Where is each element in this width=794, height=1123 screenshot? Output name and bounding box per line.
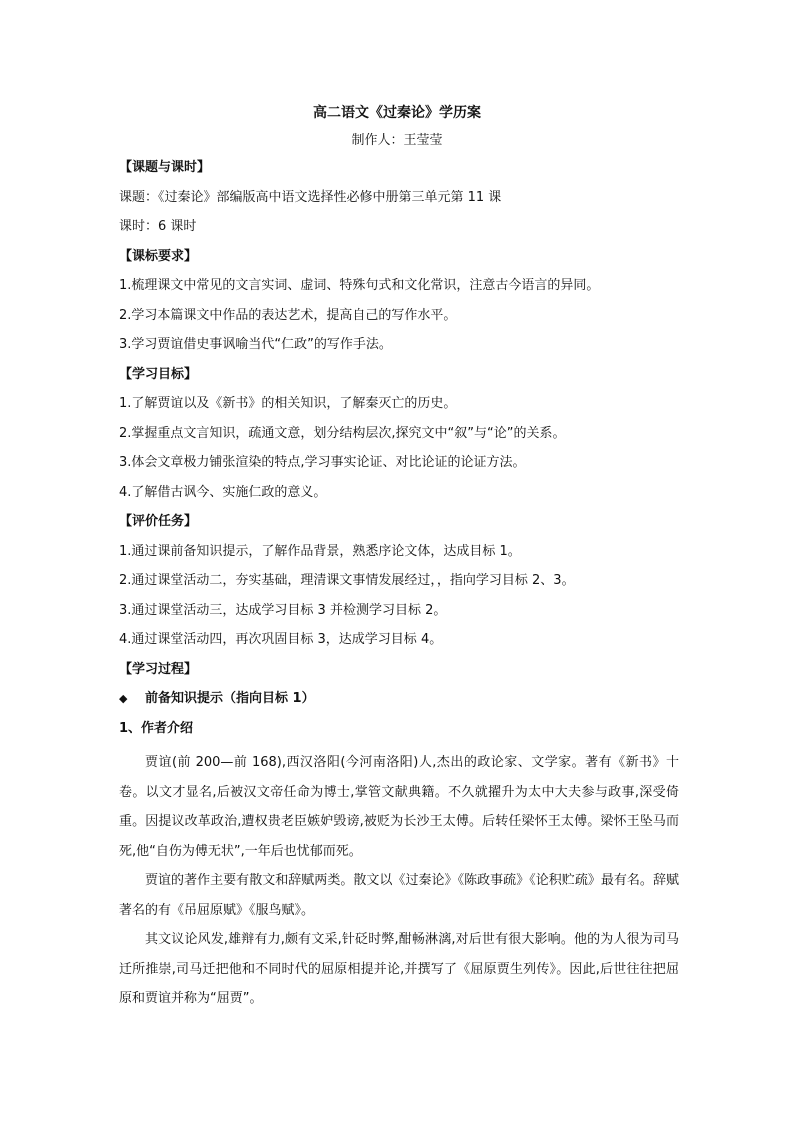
topic-line: 课时：6 课时	[119, 219, 197, 234]
subheading-author-intro: 1、作者介绍	[119, 720, 194, 736]
goal-line: 4.了解借古讽今、实施仁政的意义。	[119, 484, 327, 500]
section-heading-tasks: 【评价任务】	[119, 514, 198, 529]
task-line: 2.通过课堂活动二，夯实基础，理清课文事情发展经过，，指向学习目标 2、3。	[119, 573, 575, 588]
bullet-item	[119, 689, 679, 709]
document-body	[119, 158, 679, 1014]
paragraph: 贾谊(前 200—前 168),西汉洛阳(今河南洛阳)人,杰出的政论家、文学家。著有《新书》十卷。以文才显名,后被汉文帝任命为博士,掌管文献典籍。不久就擢升为太中大夫参与政事,深受倚重。因提议改革政治,遭权贵老臣嫉妒毁谤,被贬为长沙王太傅。后转任梁怀王太傅。梁怀王坠马而死,他“自伤为傅无状”,一年后也忧郁而死。	[119, 755, 679, 859]
bullet-item-text: 前备知识提示（指向目标 1）	[145, 691, 315, 706]
section-heading-standard: 【课标要求】	[119, 248, 198, 264]
diamond-bullet-icon: ◆	[119, 692, 128, 705]
standard-line: 1.梳理课文中常见的文言实词、虚词、特殊句式和文化常识，注意古今语言的异同。	[119, 278, 600, 293]
section-heading-goals: 【学习目标】	[119, 366, 198, 382]
standard-line: 3.学习贾谊借史事讽喻当代“仁政”的写作手法。	[119, 337, 392, 352]
goal-line: 2.掌握重点文言知识，疏通文意，划分结构层次,探究文中“叙”与“论”的关系。	[119, 425, 566, 441]
document-title: 高二语文《过秦论》学历案	[313, 105, 481, 121]
goal-line: 1.了解贾谊以及《新书》的相关知识，了解秦灭亡的历史。	[119, 396, 457, 411]
document-author: 制作人：王莹莹	[351, 133, 443, 148]
standard-line: 2.学习本篇课文中作品的表达艺术，提高自己的写作水平。	[119, 307, 457, 323]
topic-line: 课题：《过秦论》部编版高中语文选择性必修中册第三单元第 11 课	[119, 189, 502, 205]
task-line: 3.通过课堂活动三，达成学习目标 3 并检测学习目标 2。	[119, 602, 447, 618]
task-line: 1.通过课前备知识提示，了解作品背景，熟悉序论文体，达成目标 1。	[119, 543, 521, 559]
paragraph: 其文议论风发,雄辩有力,颇有文采,针砭时弊,酣畅淋漓,对后世有很大影响。他的为人很为司马迁所推崇,司马迁把他和不同时代的屈原相提并论,并撰写了《屈原贾生列传》。因此,后世往往把屈原和贾谊并称为“屈贾”。	[119, 932, 679, 1006]
task-line: 4.通过课堂活动四，再次巩固目标 3，达成学习目标 4。	[119, 632, 443, 647]
section-heading-topic: 【课题与课时】	[119, 160, 211, 175]
paragraph: 贾谊的著作主要有散文和辞赋两类。散文以《过秦论》《陈政事疏》《论积贮疏》最有名。辞赋著名的有《吊屈原赋》《服鸟赋》。	[119, 873, 679, 918]
goal-line: 3.体会文章极力铺张渲染的特点,学习事实论证、对比论证的论证方法。	[119, 455, 526, 470]
section-heading-process: 【学习过程】	[119, 661, 198, 677]
